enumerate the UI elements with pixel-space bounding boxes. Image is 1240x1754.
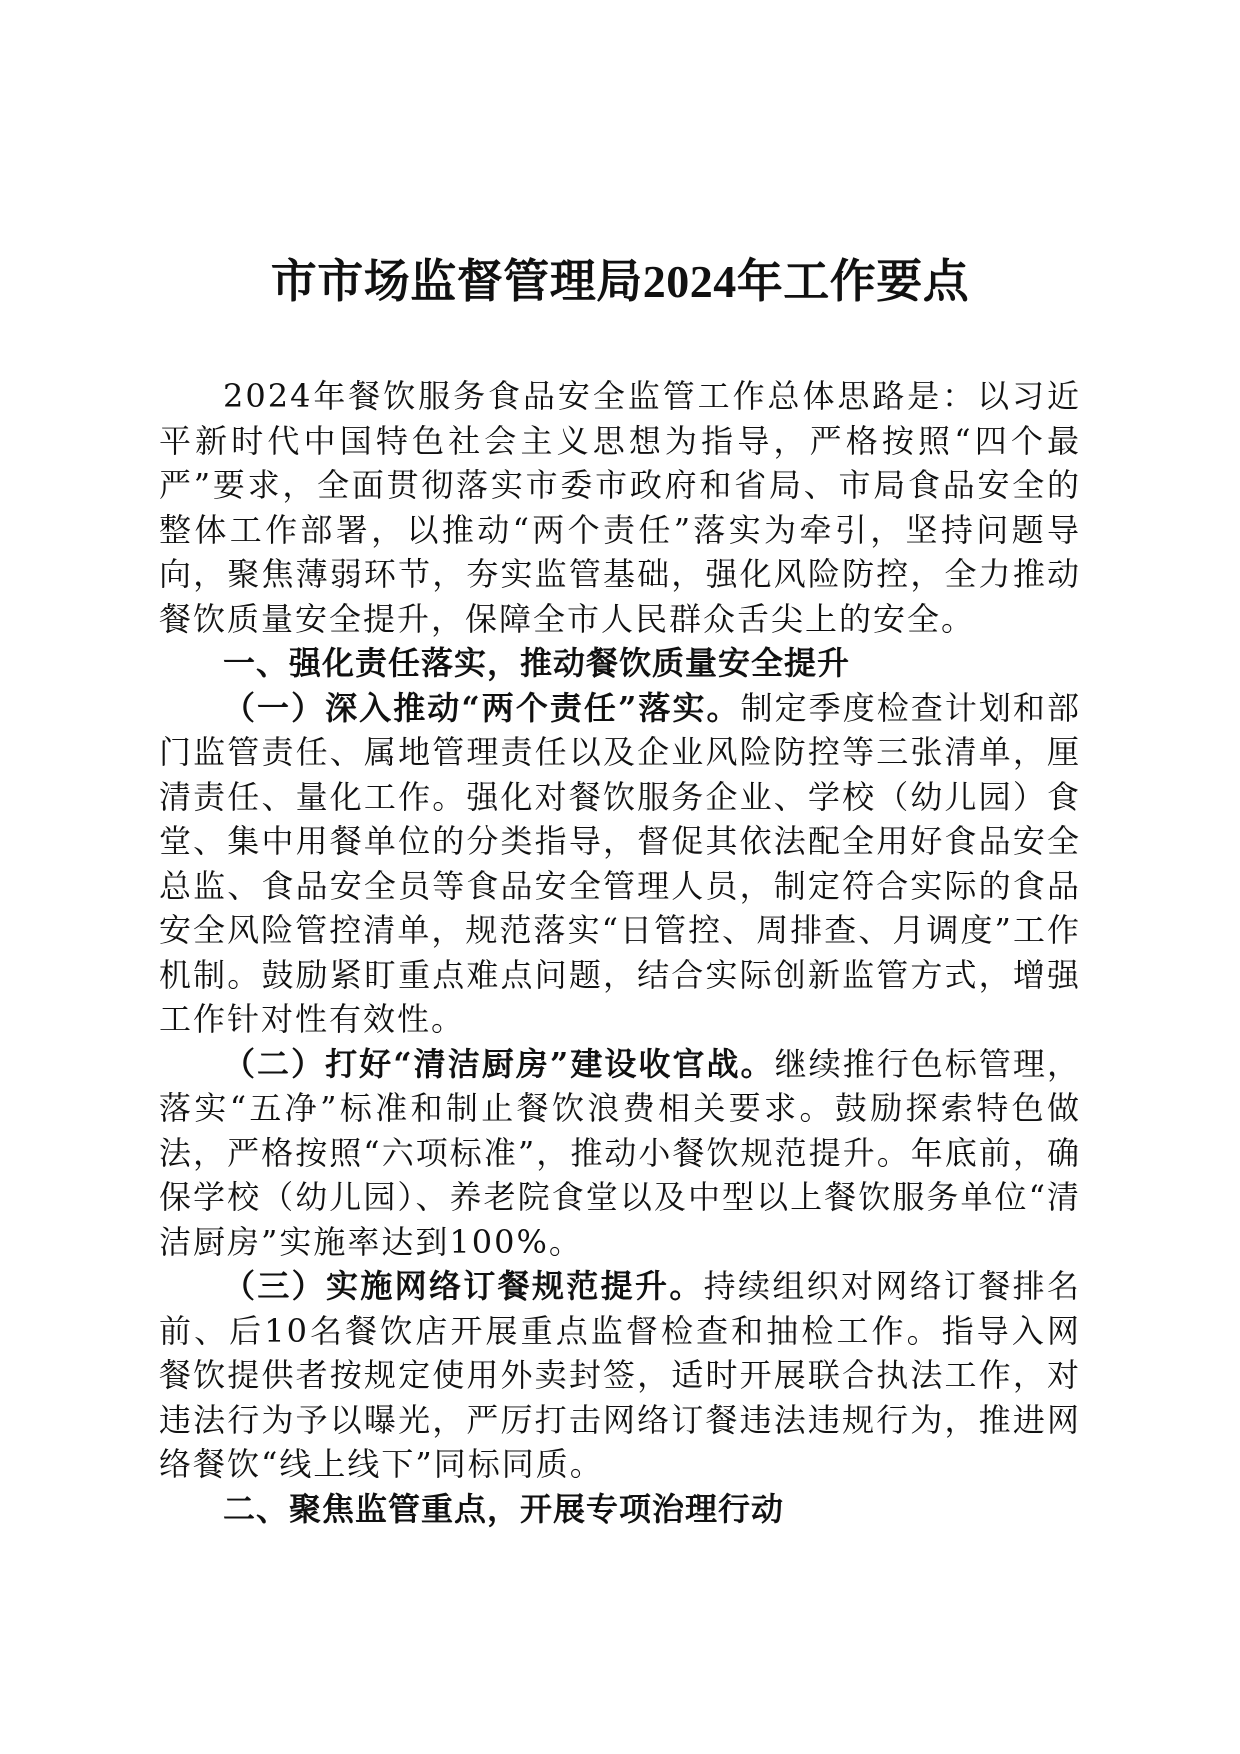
item-lead: （一）深入推动“两个责任”落实。 (223, 688, 741, 727)
item-lead: （二）打好“清洁厨房”建设收官战。 (223, 1044, 775, 1083)
item-text: 制定季度检查计划和部门监管责任、属地管理责任以及企业风险防控等三张清单，厘清责任、量化工作。强化对餐饮服务企业、学校（幼儿园）食堂、集中用餐单位的分类指导，督促其依法配全用好食品安全总监、食品安全员等食品安全管理人员，制定符合实际的食品安全风险管控清单，规范落实“日管控、周排查、月调度”工作机制。鼓励紧盯重点难点问题，结合实际创新监管方式，增强工作针对性有效性。 (159, 688, 1081, 1038)
paragraph-item-3 (159, 1264, 1081, 1487)
item-text: 继续推行色标管理，落实“五净”标准和制止餐饮浪费相关要求。鼓励探索特色做法，严格按照“六项标准”，推动小餐饮规范提升。年底前，确保学校（幼儿园）、养老院食堂以及中型以上餐饮服务单位“清洁厨房”实施率达到100%。 (159, 1044, 1081, 1261)
section-heading-1: 一、强化责任落实，推动餐饮质量安全提升 (223, 644, 851, 682)
section-heading-2: 二、聚焦监管重点，开展专项治理行动 (223, 1489, 785, 1528)
paragraph-item-2 (159, 1042, 1081, 1265)
document-body (159, 374, 1081, 1531)
item-text: 持续组织对网络订餐排名前、后10名餐饮店开展重点监督检查和抽检工作。指导入网餐饮提供者按规定使用外卖封签，适时开展联合执法工作，对违法行为予以曝光，严厉打击网络订餐违法违规行为，推进网络餐饮“线上线下”同标同质。 (159, 1267, 1081, 1483)
intro-paragraph: 2024年餐饮服务食品安全监管工作总体思路是：以习近平新时代中国特色社会主义思想为指导，严格按照“四个最严”要求，全面贯彻落实市委市政府和省局、市局食品安全的整体工作部署，以推动“两个责任”落实为牵引，坚持问题导向，聚焦薄弱环节，夯实监管基础，强化风险防控，全力推动餐饮质量安全提升，保障全市人民群众舌尖上的安全。 (159, 377, 1081, 638)
item-lead: （三）实施网络订餐规范提升。 (223, 1267, 704, 1305)
paragraph-item-1 (159, 686, 1081, 1042)
document-title: 市市场监督管理局2024年工作要点 (270, 256, 970, 307)
